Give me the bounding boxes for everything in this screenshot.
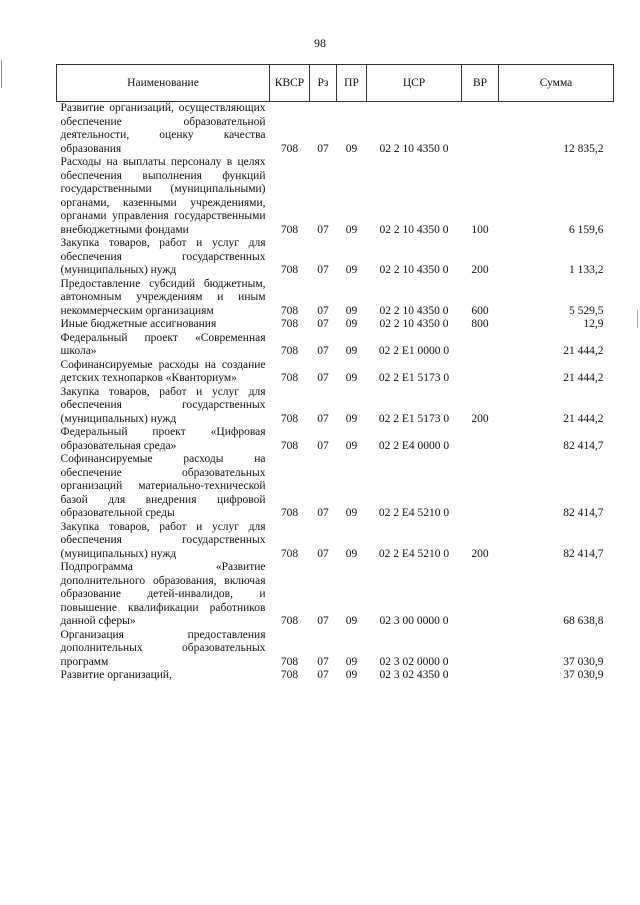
cell-name: Развитие организаций, (60, 669, 172, 681)
cell-sum: 21 444,2 (563, 372, 604, 384)
cell-csr: 02 2 E4 5210 0 (378, 507, 450, 519)
cell-csr: 02 2 E4 5210 0 (378, 547, 450, 560)
cell-csr: 02 3 02 0000 0 (379, 655, 449, 668)
cell-rz: 07 (317, 615, 329, 627)
cell-name: Развитие организаций, осуществляющих обеспечение образовательной деятельности, оценку качества образования (60, 102, 266, 155)
table-row (57, 669, 614, 683)
cell-rz: 07 (317, 223, 329, 236)
cell-rz: 07 (317, 142, 329, 155)
cell-kvsr: 708 (280, 264, 299, 276)
header-name: Наименование (57, 65, 270, 102)
cell-vr: 600 (471, 304, 489, 317)
cell-sum: 82 414,7 (563, 547, 604, 560)
cell-sum: 37 030,9 (563, 669, 604, 681)
cell-vr (462, 359, 499, 386)
cell-pr: 09 (345, 439, 358, 452)
cell-kvsr: 708 (280, 223, 299, 236)
cell-kvsr: 708 (280, 655, 299, 668)
budget-table (56, 64, 614, 683)
cell-rz: 07 (317, 412, 329, 425)
cell-sum: 12 835,2 (563, 142, 604, 155)
cell-vr (462, 102, 499, 157)
header-csr: ЦСР (367, 65, 462, 102)
cell-vr: 200 (471, 264, 489, 276)
cell-csr: 02 2 E4 0000 0 (378, 439, 450, 452)
table-row (57, 453, 614, 521)
cell-name: Федеральный проект «Цифровая образовательная среда» (60, 426, 266, 452)
cell-rz: 07 (317, 439, 329, 452)
cell-pr: 09 (345, 223, 358, 236)
cell-pr: 09 (345, 655, 358, 668)
cell-name: Расходы на выплаты персоналу в целях обеспечения выполнения функций государственными (муниципальными) органами, казенными учреждениями, органами управления государственными внебюджетными фондами (60, 156, 266, 236)
cell-vr (462, 561, 499, 629)
cell-kvsr: 708 (280, 507, 299, 519)
table-row (57, 102, 614, 157)
cell-csr: 02 3 00 0000 0 (379, 615, 449, 627)
cell-pr: 09 (345, 547, 358, 560)
cell-csr: 02 2 10 4350 0 (379, 304, 449, 317)
cell-kvsr: 708 (280, 439, 299, 452)
cell-pr: 09 (345, 345, 358, 357)
cell-kvsr: 708 (280, 142, 299, 155)
cell-csr: 02 2 E1 0000 0 (378, 345, 450, 357)
cell-sum: 68 638,8 (563, 615, 604, 627)
table-row (57, 278, 614, 319)
table-row (57, 156, 614, 237)
cell-vr (462, 629, 499, 670)
cell-vr (462, 453, 499, 521)
cell-sum: 6 159,6 (569, 223, 604, 236)
cell-pr: 09 (345, 412, 358, 425)
cell-sum: 82 414,7 (563, 439, 604, 452)
table-row (57, 561, 614, 629)
cell-vr (462, 669, 499, 683)
cell-name: Федеральный проект «Современная школа» (60, 331, 266, 357)
cell-name: Софинансируемые расходы на обеспечение образовательных организаций материально-технической базой для внедрения цифровой образовательной среды (60, 453, 266, 519)
header-rz: Рз (310, 65, 337, 102)
header-kvsr: КВСР (270, 65, 310, 102)
table-row (57, 318, 614, 332)
cell-rz: 07 (317, 304, 329, 317)
table-row (57, 359, 614, 386)
scan-margin-mark-right (637, 310, 638, 328)
cell-pr: 09 (345, 372, 358, 384)
cell-kvsr: 708 (280, 304, 299, 317)
cell-pr: 09 (345, 669, 358, 681)
cell-vr (462, 426, 499, 453)
cell-name: Закупка товаров, работ и услуг для обеспечения государственных (муниципальных) нужд (60, 520, 266, 560)
cell-rz: 07 (317, 507, 329, 519)
cell-rz: 07 (317, 372, 329, 384)
cell-csr: 02 2 10 4350 0 (379, 223, 449, 236)
cell-name: Софинансируемые расходы на создание детских технопарков «Кванториум» (60, 358, 266, 384)
cell-csr: 02 2 10 4350 0 (379, 264, 449, 276)
table-row (57, 386, 614, 427)
cell-vr: 100 (471, 223, 489, 236)
cell-vr: 800 (471, 318, 489, 330)
cell-rz: 07 (317, 318, 329, 330)
table-row (57, 629, 614, 670)
cell-csr: 02 2 E1 5173 0 (378, 412, 450, 425)
cell-name: Предоставление субсидий бюджетным, автономным учреждениям и иным некоммерческим организациям (60, 277, 266, 317)
cell-vr: 200 (471, 412, 489, 425)
cell-vr (462, 332, 499, 359)
cell-name: Организация предоставления дополнительных образовательных программ (60, 628, 266, 668)
cell-rz: 07 (317, 264, 329, 276)
cell-sum: 5 529,5 (569, 304, 604, 317)
cell-csr: 02 2 E1 5173 0 (378, 372, 450, 384)
cell-kvsr: 708 (280, 547, 299, 560)
cell-vr: 200 (471, 547, 489, 560)
scan-margin-mark (1, 60, 2, 88)
cell-pr: 09 (345, 615, 358, 627)
cell-rz: 07 (317, 547, 329, 560)
cell-pr: 09 (345, 264, 358, 276)
cell-sum: 12,9 (583, 318, 604, 330)
cell-rz: 07 (317, 669, 329, 681)
cell-kvsr: 708 (280, 372, 299, 384)
table-row (57, 332, 614, 359)
cell-sum: 21 444,2 (563, 345, 604, 357)
cell-rz: 07 (317, 345, 329, 357)
cell-name: Закупка товаров, работ и услуг для обеспечения государственных (муниципальных) нужд (60, 385, 266, 425)
header-pr: ПР (337, 65, 367, 102)
page-number: 98 (314, 36, 326, 50)
cell-csr: 02 2 10 4350 0 (379, 318, 449, 330)
cell-pr: 09 (345, 507, 358, 519)
cell-sum: 82 414,7 (563, 507, 604, 519)
cell-rz: 07 (317, 655, 329, 668)
cell-csr: 02 3 02 4350 0 (379, 669, 449, 681)
cell-name: Иные бюджетные ассигнования (60, 318, 217, 330)
cell-pr: 09 (345, 304, 358, 317)
cell-kvsr: 708 (280, 318, 299, 330)
table-row (57, 426, 614, 453)
cell-name: Закупка товаров, работ и услуг для обеспечения государственных (муниципальных) нужд (60, 237, 266, 276)
header-sum: Сумма (499, 65, 614, 102)
cell-pr: 09 (345, 142, 358, 155)
cell-csr: 02 2 10 4350 0 (379, 142, 449, 155)
cell-kvsr: 708 (280, 669, 299, 681)
cell-sum: 1 133,2 (569, 264, 604, 276)
table-row (57, 237, 614, 278)
cell-sum: 37 030,9 (563, 655, 604, 668)
cell-kvsr: 708 (280, 412, 299, 425)
cell-kvsr: 708 (280, 345, 299, 357)
cell-pr: 09 (345, 318, 358, 330)
header-vr: ВР (462, 65, 499, 102)
cell-name: Подпрограмма «Развитие дополнительного образования, включая образование детей-инвалидов, и повышение квалификации работников данной сферы» (60, 561, 266, 627)
cell-kvsr: 708 (280, 615, 299, 627)
table-header-row (57, 65, 614, 102)
cell-sum: 21 444,2 (563, 412, 604, 425)
table-row (57, 521, 614, 562)
